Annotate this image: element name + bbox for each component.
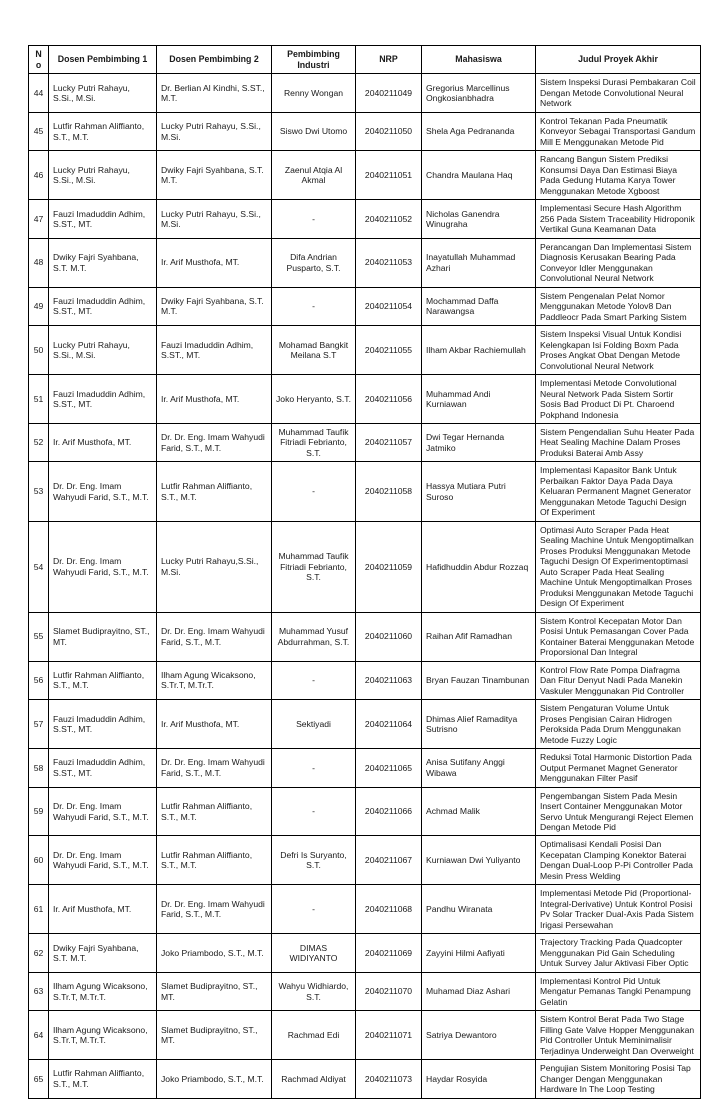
cell-judul-proyek-akhir: Sistem Kontrol Kecepatan Motor Dan Posisi Untuk Pemasangan Cover Pada Kontainer Baterai Menggunakan Metode Proporsional Dan Integral [536, 612, 701, 661]
cell-pembimbing-industri: - [272, 200, 356, 238]
cell-dosen-pembimbing-1: Ilham Agung Wicaksono, S.Tr.T, M.Tr.T. [49, 1011, 157, 1060]
cell-no: 47 [29, 200, 49, 238]
cell-dosen-pembimbing-2: Dr. Dr. Eng. Imam Wahyudi Farid, S.T., M.T. [157, 424, 272, 462]
cell-mahasiswa: Dwi Tegar Hernanda Jatmiko [422, 424, 536, 462]
cell-mahasiswa: Satriya Dewantoro [422, 1011, 536, 1060]
table-row [29, 375, 701, 424]
cell-mahasiswa: Inayatullah Muhammad Azhari [422, 238, 536, 287]
cell-pembimbing-industri: Defri Is Suryanto, S.T. [272, 836, 356, 885]
cell-no: 57 [29, 700, 49, 749]
cell-mahasiswa: Muhammad Andi Kurniawan [422, 375, 536, 424]
cell-mahasiswa: Haydar Rosyida [422, 1060, 536, 1098]
cell-judul-proyek-akhir: Optimasi Auto Scraper Pada Heat Sealing Machine Untuk Mengoptimalkan Proses Produksi Menggunakan Metode Taguchi Design Of Experimentoptimasi Auto Scraper Pada Heat Sealing Machine Untuk Mengoptimalkan Proses Produksi Menggunakan Metode Taguchi Design Of Experiment [536, 521, 701, 612]
cell-mahasiswa: Hassya Mutiara Putri Suroso [422, 462, 536, 521]
cell-dosen-pembimbing-2: Lutfir Rahman Aliffianto, S.T., M.T. [157, 462, 272, 521]
cell-dosen-pembimbing-1: Dwiky Fajri Syahbana, S.T. M.T. [49, 934, 157, 972]
column-header-dosen-pembimbing-2: Dosen Pembimbing 2 [157, 46, 272, 74]
cell-no: 44 [29, 74, 49, 112]
cell-pembimbing-industri: Muhammad Taufik Fitriadi Febrianto, S.T. [272, 521, 356, 612]
cell-dosen-pembimbing-2: Dr. Dr. Eng. Imam Wahyudi Farid, S.T., M.T. [157, 885, 272, 934]
cell-judul-proyek-akhir: Reduksi Total Harmonic Distortion Pada Output Permanet Magnet Generator Menggunakan Filter Pasif [536, 749, 701, 787]
cell-mahasiswa: Dhimas Alief Ramaditya Sutrisno [422, 700, 536, 749]
cell-no: 54 [29, 521, 49, 612]
cell-judul-proyek-akhir: Optimalisasi Kendali Posisi Dan Kecepatan Clamping Konektor Baterai Dengan Dual-Loop P-Pi Controller Pada Mesin Press Welding [536, 836, 701, 885]
cell-pembimbing-industri: - [272, 462, 356, 521]
cell-dosen-pembimbing-2: Dr. Dr. Eng. Imam Wahyudi Farid, S.T., M.T. [157, 612, 272, 661]
cell-no: 56 [29, 661, 49, 699]
table-row [29, 462, 701, 521]
cell-no: 51 [29, 375, 49, 424]
table-row [29, 74, 701, 112]
cell-nrp: 2040211049 [356, 74, 422, 112]
cell-mahasiswa: Mochammad Daffa Narawangsa [422, 287, 536, 325]
cell-judul-proyek-akhir: Pengembangan Sistem Pada Mesin Insert Container Menggunakan Motor Servo Untuk Mengurangi Reject Elemen Dengan Metode Pid [536, 787, 701, 836]
cell-dosen-pembimbing-2: Lutfir Rahman Aliffianto, S.T., M.T. [157, 787, 272, 836]
cell-dosen-pembimbing-1: Ir. Arif Musthofa, MT. [49, 424, 157, 462]
cell-judul-proyek-akhir: Pengujian Sistem Monitoring Posisi Tap Changer Dengan Menggunakan Hardware In The Loop Testing [536, 1060, 701, 1098]
cell-nrp: 2040211066 [356, 787, 422, 836]
table-row [29, 885, 701, 934]
cell-pembimbing-industri: Rachmad Edi [272, 1011, 356, 1060]
cell-no: 52 [29, 424, 49, 462]
cell-mahasiswa: Gregorius Marcellinus Ongkosianbhadra [422, 74, 536, 112]
cell-mahasiswa: Hafidhuddin Abdur Rozzaq [422, 521, 536, 612]
cell-nrp: 2040211055 [356, 326, 422, 375]
cell-no: 53 [29, 462, 49, 521]
cell-dosen-pembimbing-1: Dr. Dr. Eng. Imam Wahyudi Farid, S.T., M.T. [49, 462, 157, 521]
cell-dosen-pembimbing-2: Slamet Budiprayitno, ST., MT. [157, 972, 272, 1010]
cell-mahasiswa: Zayyini Hilmi Aafiyati [422, 934, 536, 972]
table-row [29, 424, 701, 462]
table-row [29, 112, 701, 150]
cell-dosen-pembimbing-2: Lucky Putri Rahayu, S.Si., M.Si. [157, 112, 272, 150]
cell-no: 58 [29, 749, 49, 787]
cell-dosen-pembimbing-2: Fauzi Imaduddin Adhim, S.ST., MT. [157, 326, 272, 375]
cell-dosen-pembimbing-2: Dr. Dr. Eng. Imam Wahyudi Farid, S.T., M.T. [157, 749, 272, 787]
cell-pembimbing-industri: Muhammad Yusuf Abdurrahman, S.T. [272, 612, 356, 661]
cell-nrp: 2040211058 [356, 462, 422, 521]
cell-no: 55 [29, 612, 49, 661]
cell-no: 48 [29, 238, 49, 287]
cell-pembimbing-industri: Wahyu Widhiardo, S.T. [272, 972, 356, 1010]
cell-mahasiswa: Bryan Fauzan Tinambunan [422, 661, 536, 699]
cell-judul-proyek-akhir: Implementasi Metode Pid (Proportional-Integral-Derivative) Untuk Kontrol Posisi Pv Solar Tracker Dual-Axis Pada Sistem Irigasi Persewahan [536, 885, 701, 934]
column-header-mahasiswa: Mahasiswa [422, 46, 536, 74]
cell-pembimbing-industri: - [272, 787, 356, 836]
cell-no: 63 [29, 972, 49, 1010]
cell-judul-proyek-akhir: Rancang Bangun Sistem Prediksi Konsumsi Daya Dan Estimasi Biaya Pada Gedung Hutama Karya Tower Menggunakan Metode Xgboost [536, 151, 701, 200]
cell-dosen-pembimbing-2: Dr. Berlian Al Kindhi, S.ST., M.T. [157, 74, 272, 112]
cell-dosen-pembimbing-1: Dr. Dr. Eng. Imam Wahyudi Farid, S.T., M.T. [49, 521, 157, 612]
cell-nrp: 2040211071 [356, 1011, 422, 1060]
cell-dosen-pembimbing-1: Dr. Dr. Eng. Imam Wahyudi Farid, S.T., M.T. [49, 787, 157, 836]
cell-dosen-pembimbing-1: Lutfir Rahman Aliffianto, S.T., M.T. [49, 661, 157, 699]
column-header-dosen-pembimbing-1: Dosen Pembimbing 1 [49, 46, 157, 74]
cell-pembimbing-industri: Sektiyadi [272, 700, 356, 749]
cell-dosen-pembimbing-1: Fauzi Imaduddin Adhim, S.ST., MT. [49, 700, 157, 749]
cell-judul-proyek-akhir: Trajectory Tracking Pada Quadcopter Menggunakan Pid Gain Scheduling Untuk Survey Jalur Aktivasi Fiber Optic [536, 934, 701, 972]
cell-pembimbing-industri: - [272, 885, 356, 934]
cell-pembimbing-industri: Joko Heryanto, S.T. [272, 375, 356, 424]
cell-nrp: 2040211070 [356, 972, 422, 1010]
column-header-pembimbing-industri: Pembimbing Industri [272, 46, 356, 74]
cell-dosen-pembimbing-2: Ilham Agung Wicaksono, S.Tr.T, M.Tr.T. [157, 661, 272, 699]
cell-nrp: 2040211051 [356, 151, 422, 200]
cell-dosen-pembimbing-1: Lucky Putri Rahayu, S.Si., M.Si. [49, 151, 157, 200]
cell-mahasiswa: Kurniawan Dwi Yuliyanto [422, 836, 536, 885]
cell-judul-proyek-akhir: Kontrol Flow Rate Pompa Diafragma Dan Fitur Denyut Nadi Pada Manekin Vaskuler Menggunakan Pid Controller [536, 661, 701, 699]
cell-dosen-pembimbing-1: Fauzi Imaduddin Adhim, S.ST., MT. [49, 200, 157, 238]
cell-pembimbing-industri: - [272, 749, 356, 787]
cell-dosen-pembimbing-1: Fauzi Imaduddin Adhim, S.ST., MT. [49, 749, 157, 787]
cell-nrp: 2040211056 [356, 375, 422, 424]
cell-dosen-pembimbing-2: Joko Priambodo, S.T., M.T. [157, 934, 272, 972]
cell-judul-proyek-akhir: Implementasi Secure Hash Algorithm 256 Pada Sistem Traceability Hidroponik Vertikal Guna Keamanan Data [536, 200, 701, 238]
cell-dosen-pembimbing-1: Lucky Putri Rahayu, S.Si., M.Si. [49, 74, 157, 112]
cell-dosen-pembimbing-2: Ir. Arif Musthofa, MT. [157, 700, 272, 749]
table-row [29, 238, 701, 287]
table-row [29, 287, 701, 325]
cell-mahasiswa: Chandra Maulana Haq [422, 151, 536, 200]
cell-nrp: 2040211065 [356, 749, 422, 787]
cell-judul-proyek-akhir: Implementasi Kapasitor Bank Untuk Perbaikan Faktor Daya Pada Daya Keluaran Permanent Magnet Generator Menggunakan Metode Taguchi Design Of Experiment [536, 462, 701, 521]
cell-dosen-pembimbing-1: Slamet Budiprayitno, ST., MT. [49, 612, 157, 661]
column-header-nrp: NRP [356, 46, 422, 74]
cell-nrp: 2040211067 [356, 836, 422, 885]
cell-dosen-pembimbing-1: Ilham Agung Wicaksono, S.Tr.T, M.Tr.T. [49, 972, 157, 1010]
table-header-row [29, 46, 701, 74]
table-row [29, 200, 701, 238]
cell-no: 49 [29, 287, 49, 325]
cell-nrp: 2040211057 [356, 424, 422, 462]
table-row [29, 1060, 701, 1098]
cell-nrp: 2040211059 [356, 521, 422, 612]
cell-dosen-pembimbing-2: Ir. Arif Musthofa, MT. [157, 375, 272, 424]
cell-nrp: 2040211069 [356, 934, 422, 972]
table-row [29, 749, 701, 787]
cell-dosen-pembimbing-2: Dwiky Fajri Syahbana, S.T. M.T. [157, 287, 272, 325]
cell-judul-proyek-akhir: Sistem Pengendalian Suhu Heater Pada Heat Sealing Machine Dalam Proses Produksi Baterai Amb Assy [536, 424, 701, 462]
final-projects-table [28, 45, 701, 1099]
cell-dosen-pembimbing-2: Lucky Putri Rahayu,S.Si., M.Si. [157, 521, 272, 612]
cell-nrp: 2040211053 [356, 238, 422, 287]
cell-dosen-pembimbing-2: Slamet Budiprayitno, ST., MT. [157, 1011, 272, 1060]
table-row [29, 151, 701, 200]
table-row [29, 700, 701, 749]
cell-mahasiswa: Pandhu Wiranata [422, 885, 536, 934]
cell-dosen-pembimbing-1: Fauzi Imaduddin Adhim, S.ST., MT. [49, 287, 157, 325]
cell-judul-proyek-akhir: Kontrol Tekanan Pada Pneumatik Konveyor Sebagai Transportasi Gandum Mill E Menggunakan Metode Pid [536, 112, 701, 150]
cell-judul-proyek-akhir: Sistem Pengaturan Volume Untuk Proses Pengisian Cairan Hidrogen Peroksida Pada Drum Menggunakan Metode Fuzzy Logic [536, 700, 701, 749]
cell-no: 65 [29, 1060, 49, 1098]
cell-mahasiswa: Nicholas Ganendra Winugraha [422, 200, 536, 238]
cell-judul-proyek-akhir: Sistem Pengenalan Pelat Nomor Menggunakan Metode Yolov8 Dan Paddleocr Pada Smart Parking Sistem [536, 287, 701, 325]
cell-judul-proyek-akhir: Perancangan Dan Implementasi Sistem Diagnosis Kerusakan Bearing Pada Conveyor Idler Menggunakan Convolutional Neural Network [536, 238, 701, 287]
cell-no: 62 [29, 934, 49, 972]
cell-judul-proyek-akhir: Sistem Inspeksi Visual Untuk Kondisi Kelengkapan Isi Folding Boxm Pada Proses Angkat Obat Dengan Metode Convolutional Neural Network [536, 326, 701, 375]
cell-pembimbing-industri: Renny Wongan [272, 74, 356, 112]
table-row [29, 521, 701, 612]
cell-dosen-pembimbing-2: Ir. Arif Musthofa, MT. [157, 238, 272, 287]
cell-dosen-pembimbing-1: Dr. Dr. Eng. Imam Wahyudi Farid, S.T., M.T. [49, 836, 157, 885]
cell-nrp: 2040211068 [356, 885, 422, 934]
table-row [29, 836, 701, 885]
cell-dosen-pembimbing-1: Fauzi Imaduddin Adhim, S.ST., MT. [49, 375, 157, 424]
cell-judul-proyek-akhir: Implementasi Metode Convolutional Neural Network Pada Sistem Sortir Sosis Bad Product Di Pt. Charoend Pokphand Indonesia [536, 375, 701, 424]
cell-pembimbing-industri: - [272, 661, 356, 699]
table-row [29, 934, 701, 972]
cell-nrp: 2040211060 [356, 612, 422, 661]
cell-mahasiswa: Shela Aga Pedrananda [422, 112, 536, 150]
cell-pembimbing-industri: Zaenul Atqia Al Akmal [272, 151, 356, 200]
column-header-judul-proyek-akhir: Judul Proyek Akhir [536, 46, 701, 74]
cell-no: 46 [29, 151, 49, 200]
cell-nrp: 2040211054 [356, 287, 422, 325]
cell-judul-proyek-akhir: Sistem Kontrol Berat Pada Two Stage Filling Gate Valve Hopper Menggunakan Pid Controller Untuk Meminimalisir Terjadinya Underweight Dan Overweight [536, 1011, 701, 1060]
cell-pembimbing-industri: Mohamad Bangkit Meilana S.T [272, 326, 356, 375]
cell-nrp: 2040211073 [356, 1060, 422, 1098]
cell-dosen-pembimbing-1: Ir. Arif Musthofa, MT. [49, 885, 157, 934]
cell-pembimbing-industri: Difa Andrian Pusparto, S.T. [272, 238, 356, 287]
cell-no: 60 [29, 836, 49, 885]
cell-no: 61 [29, 885, 49, 934]
cell-judul-proyek-akhir: Sistem Inspeksi Durasi Pembakaran Coil Dengan Metode Convolutional Neural Network [536, 74, 701, 112]
cell-no: 64 [29, 1011, 49, 1060]
cell-no: 50 [29, 326, 49, 375]
cell-judul-proyek-akhir: Implementasi Kontrol Pid Untuk Mengatur Pemanas Tangki Penampung Gelatin [536, 972, 701, 1010]
table-row [29, 787, 701, 836]
cell-dosen-pembimbing-1: Lutfir Rahman Aliffianto, S.T., M.T. [49, 112, 157, 150]
table-row [29, 326, 701, 375]
cell-no: 45 [29, 112, 49, 150]
cell-pembimbing-industri: Rachmad Aldiyat [272, 1060, 356, 1098]
cell-mahasiswa: Achmad Malik [422, 787, 536, 836]
cell-dosen-pembimbing-1: Lucky Putri Rahayu, S.Si., M.Si. [49, 326, 157, 375]
column-header-no: No [29, 46, 49, 74]
cell-dosen-pembimbing-2: Lutfir Rahman Aliffianto, S.T., M.T. [157, 836, 272, 885]
cell-mahasiswa: Raihan Afif Ramadhan [422, 612, 536, 661]
cell-mahasiswa: Muhamad Diaz Ashari [422, 972, 536, 1010]
cell-dosen-pembimbing-1: Lutfir Rahman Aliffianto, S.T., M.T. [49, 1060, 157, 1098]
cell-nrp: 2040211050 [356, 112, 422, 150]
table-row [29, 661, 701, 699]
cell-dosen-pembimbing-2: Joko Priambodo, S.T., M.T. [157, 1060, 272, 1098]
table-row [29, 1011, 701, 1060]
cell-dosen-pembimbing-2: Dwiky Fajri Syahbana, S.T. M.T. [157, 151, 272, 200]
cell-pembimbing-industri: Siswo Dwi Utomo [272, 112, 356, 150]
cell-nrp: 2040211064 [356, 700, 422, 749]
cell-dosen-pembimbing-1: Dwiky Fajri Syahbana, S.T. M.T. [49, 238, 157, 287]
cell-mahasiswa: Anisa Sutifany Anggi Wibawa [422, 749, 536, 787]
cell-no: 59 [29, 787, 49, 836]
cell-nrp: 2040211063 [356, 661, 422, 699]
cell-dosen-pembimbing-2: Lucky Putri Rahayu, S.Si., M.Si. [157, 200, 272, 238]
cell-mahasiswa: Ilham Akbar Rachiemullah [422, 326, 536, 375]
table-row [29, 972, 701, 1010]
cell-pembimbing-industri: DIMAS WIDIYANTO [272, 934, 356, 972]
table-row [29, 612, 701, 661]
cell-nrp: 2040211052 [356, 200, 422, 238]
cell-pembimbing-industri: - [272, 287, 356, 325]
cell-pembimbing-industri: Muhammad Taufik Fitriadi Febrianto, S.T. [272, 424, 356, 462]
